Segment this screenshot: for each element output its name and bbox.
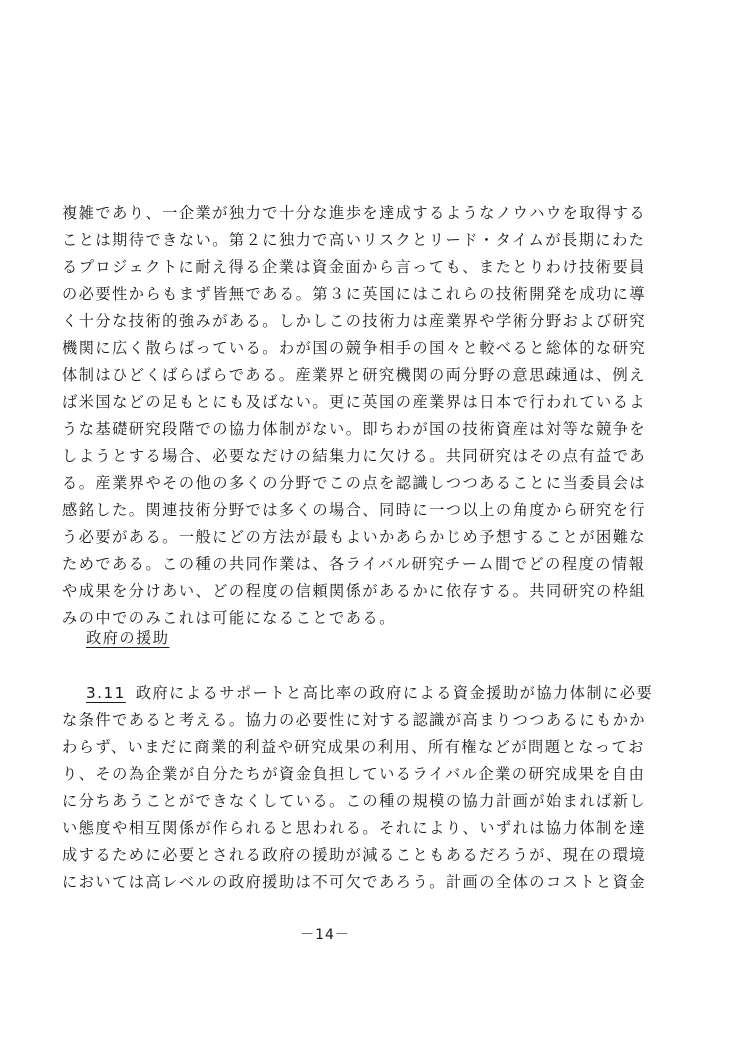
text-line: う必要がある。一般にどの方法が最もよいかあらかじめ予想することが困難な xyxy=(62,528,647,546)
text-line: い態度や相互関係が作られると思われる。それにより、いずれは協力体制を達 xyxy=(62,819,647,837)
text-line: く十分な技術的強みがある。しかしこの技術力は産業界や学術分野および研究 xyxy=(62,312,647,330)
text-line-first xyxy=(62,680,654,707)
text-line: 成するために必要とされる政府の援助が減ることもあるだろうが、現在の環境 xyxy=(62,846,647,864)
text-line: や成果を分けあい、どの程度の信頼関係があるかに依存する。共同研究の枠組 xyxy=(62,582,647,600)
text-line: る。産業界やその他の多くの分野でこの点を認識しつつあることに当委員会は xyxy=(62,474,647,492)
text-line: みの中でのみこれは可能になることである。 xyxy=(62,609,396,627)
text-line: 体制はひどくばらばらである。産業界と研究機関の両分野の意思疎通は、例え xyxy=(62,366,646,384)
text-line: 感銘した。関連技術分野では多くの場合、同時に一つ以上の角度から研究を行 xyxy=(62,501,647,519)
text-line: ためである。この種の共同作業は、各ライバル研究チーム間でどの程度の情報 xyxy=(62,555,646,573)
section-number: 3.11 xyxy=(86,684,126,702)
body-paragraph-1 xyxy=(62,200,647,632)
text-line: 機関に広く散らばっている。わが国の競争相手の国々と較べると総体的な研究 xyxy=(62,339,647,357)
text-line: に分ちあうことができなくしている。この種の規模の協力計画が始まれば新し xyxy=(62,792,647,810)
text-line-first-content: 政府によるサポートと高比率の政府による資金援助が協力体制に必要 xyxy=(135,684,654,702)
page-number: －14－ xyxy=(300,927,350,943)
text-line: うな基礎研究段階での協力体制がない。即ちわが国の技術資産は対等な競争を xyxy=(62,420,647,438)
text-line: においては高レベルの政府援助は不可欠であろう。計画の全体のコストと資金 xyxy=(62,873,647,891)
text-line: わらず、いまだに商業的利益や研究成果の利用、所有権などが問題となってお xyxy=(62,738,645,756)
text-line: ことは期待できない。第２に独力で高いリスクとリード・タイムが長期にわた xyxy=(62,231,646,249)
text-line: り、その為企業が自分たちが資金負担しているライバル企業の研究成果を自由 xyxy=(62,765,646,783)
text-line: 複雑であり、一企業が独力で十分な進歩を達成するようなノウハウを取得する xyxy=(62,204,647,222)
text-line: ば米国などの足もとにも及ばない。更に英国の産業界は日本で行われているよ xyxy=(62,393,647,411)
body-paragraph-2 xyxy=(62,680,654,896)
text-line: るプロジェクトに耐え得る企業は資金面から言っても、またとりわけ技術要員 xyxy=(62,258,646,276)
text-line: の必要性からもまず皆無である。第３に英国にはこれらの技術開発を成功に導 xyxy=(62,285,647,303)
text-line: しようとする場合、必要なだけの結集力に欠ける。共同研究はその点有益であ xyxy=(62,447,647,465)
section-heading: 政府の援助 xyxy=(86,629,170,647)
text-line: な条件であると考える。協力の必要性に対する認識が高まりつつあるにもかか xyxy=(62,711,647,729)
